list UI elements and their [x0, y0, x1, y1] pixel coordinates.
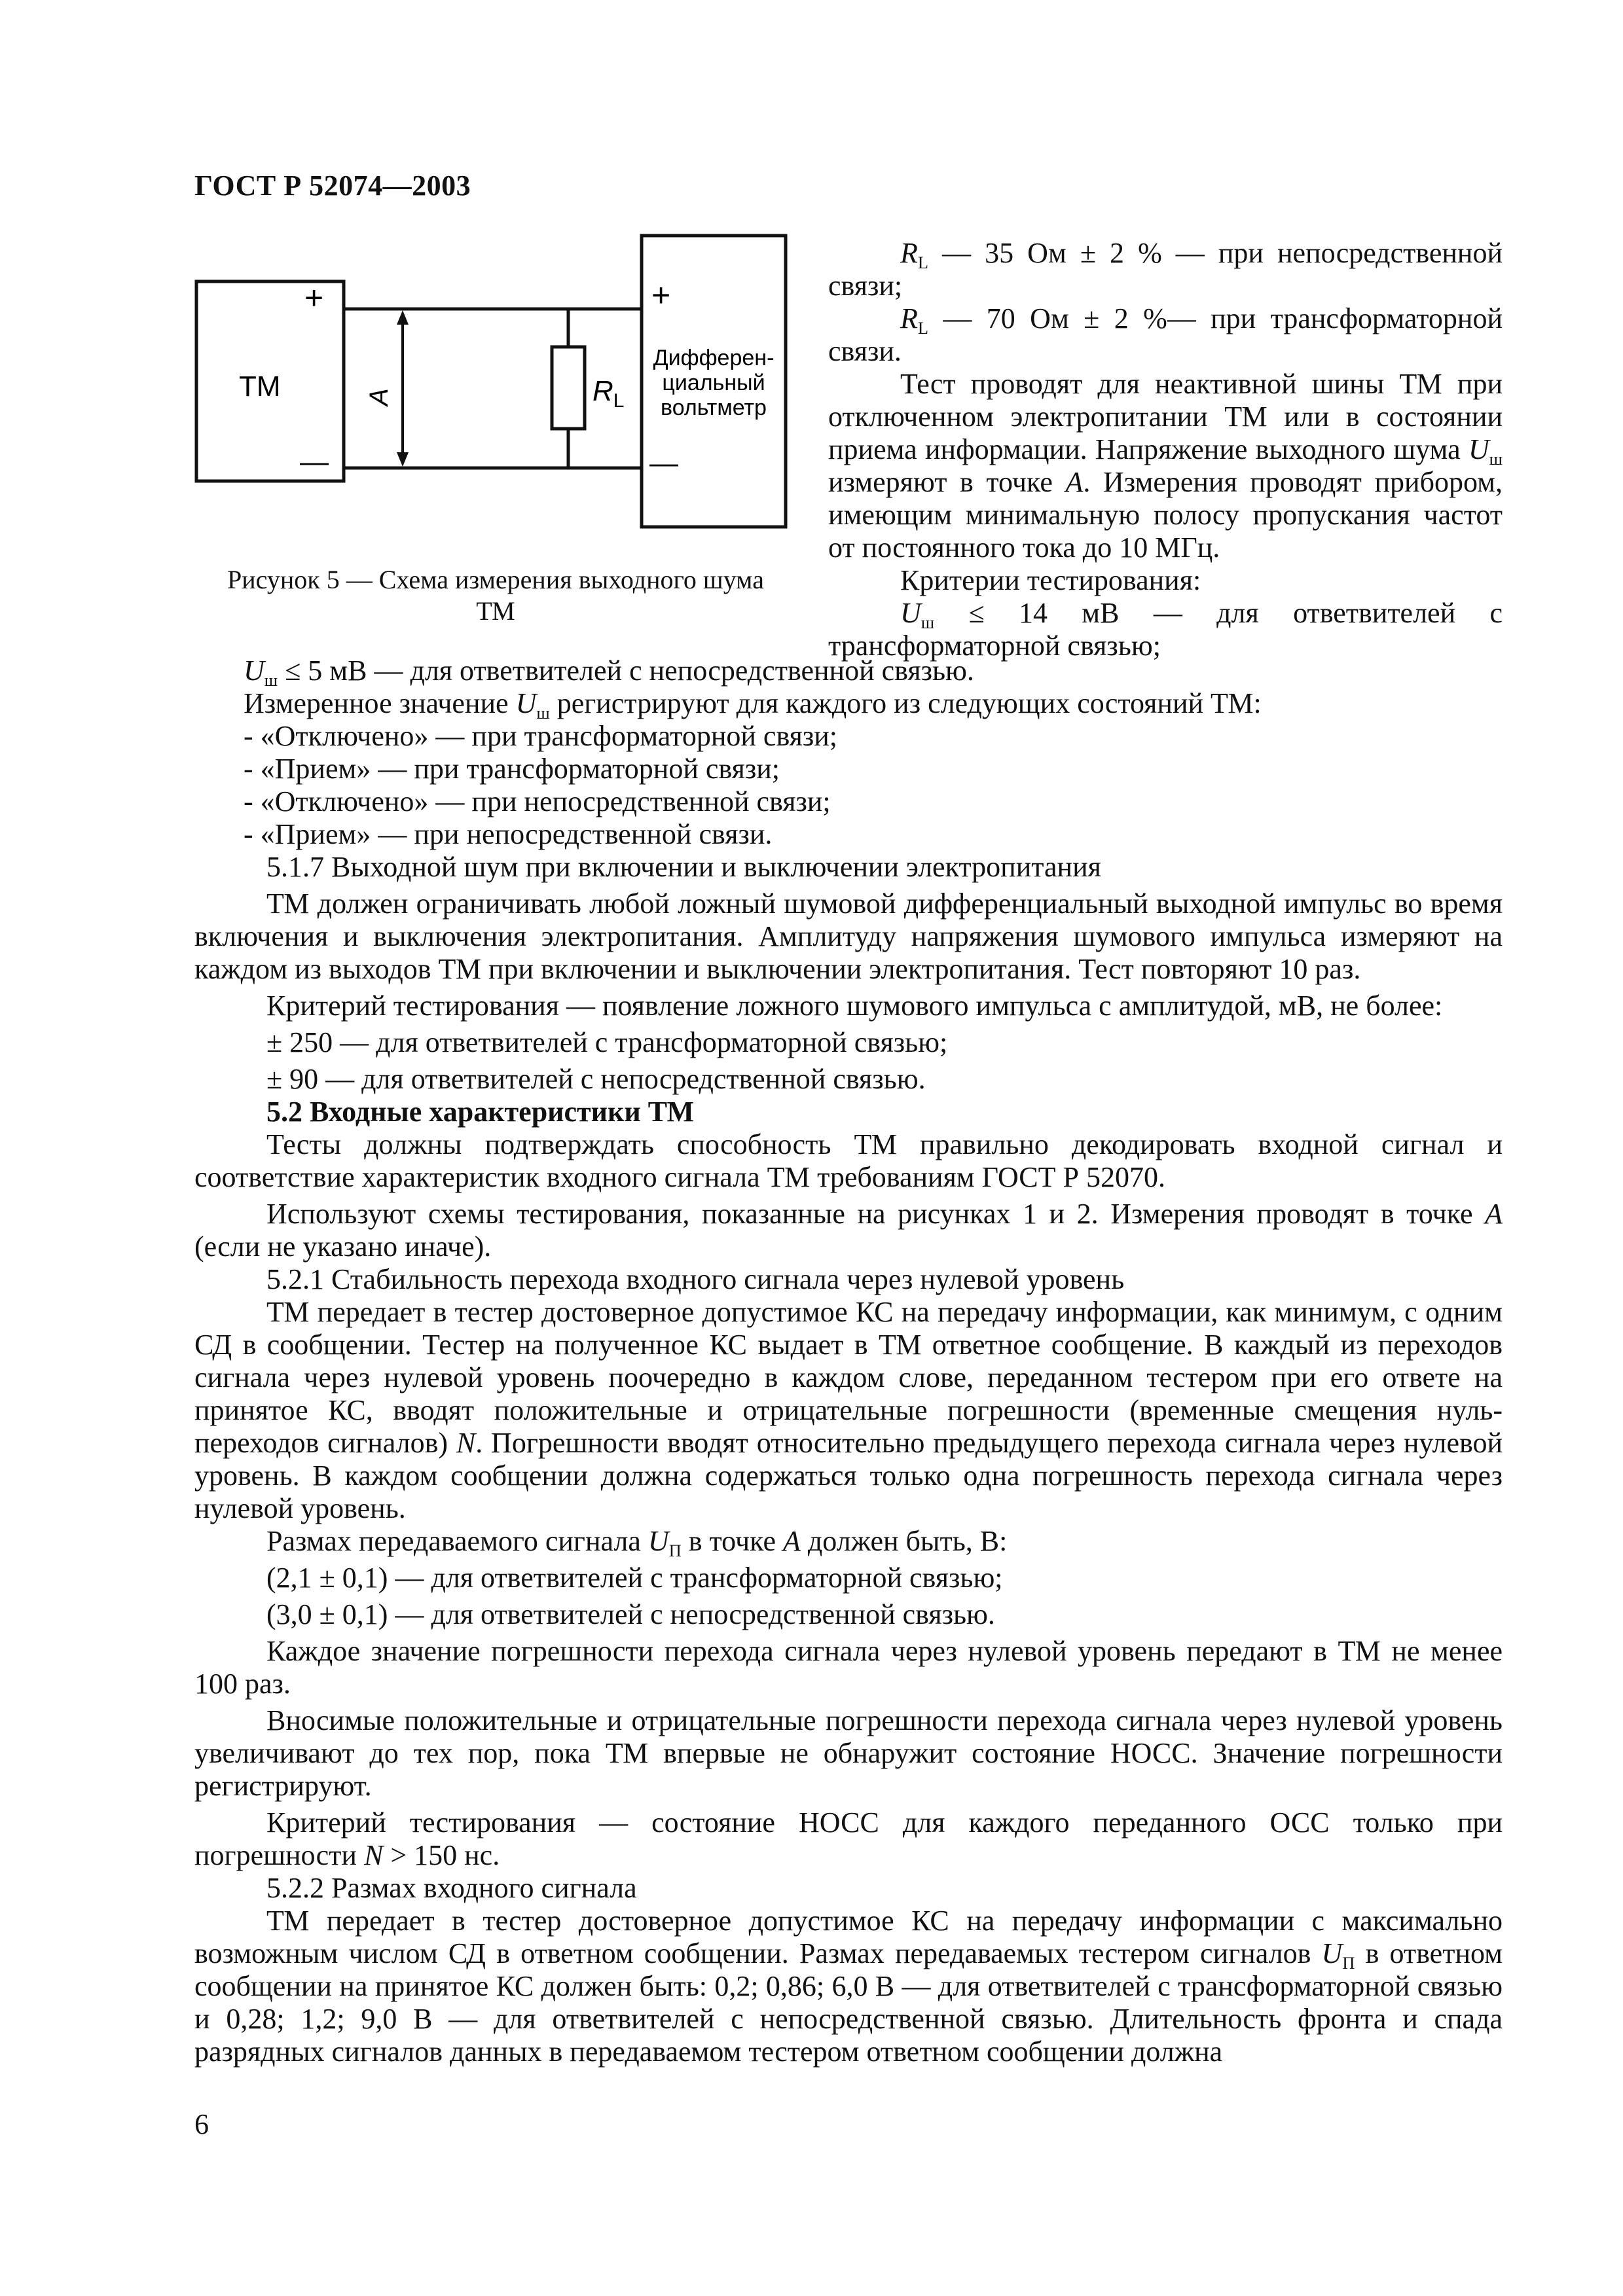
- rl-70-line: $R_L$ — 70 Ом ± 2 %— при трансформаторной связи.: [828, 302, 1503, 367]
- value-transformer: (2,1 ± 0,1) — для ответвителей с трансформаторной связью;: [266, 1562, 1003, 1594]
- list-item: - «Прием» — при непосредственной связи.: [244, 818, 773, 850]
- document-header: ГОСТ Р 52074—2003: [194, 170, 471, 202]
- list-item: - «Отключено» — при трансформаторной связи;: [244, 720, 838, 752]
- voltmeter-label-2: циальный: [662, 370, 765, 395]
- page-number: 6: [194, 2108, 209, 2140]
- list-item: - «Прием» — при трансформаторной связи;: [244, 753, 780, 785]
- criterion-direct: $U_ш \le 5$ мВ — для ответвителей с непосредственной связью.: [244, 655, 974, 691]
- paragraph-signal-swing: Размах передаваемого сигнала $U_П$ в точке A должен быть, В:: [266, 1525, 1008, 1561]
- section-5-2-title: 5.2 Входные характеристики ТМ: [266, 1096, 695, 1128]
- figure-5-circuit-diagram: [190, 229, 805, 569]
- criterion-value-transformer: ± 250 — для ответвителей с трансформаторной связью;: [266, 1026, 948, 1058]
- list-item: - «Отключено» — при непосредственной связи;: [244, 785, 831, 817]
- figure-caption: Рисунок 5 — Схема измерения выходного шума ТМ: [227, 565, 764, 626]
- paragraph-5-1-7: ТМ должен ограничивать любой ложный шумовой дифференциальный выходной импульс во время включения и выключения электропитания. Амплитуду напряжения шумового импульса измеряют на каждом из выходов ТМ при включении и выключении электропитания. Тест повторяют 10 раз.: [194, 888, 1503, 985]
- right-column-text: [828, 237, 1503, 662]
- tm-plus: +: [304, 279, 324, 316]
- criteria-heading: Критерии тестирования:: [900, 564, 1201, 596]
- criterion-5-1-7: Критерий тестирования — появление ложного шумового импульса с амплитудой, мВ, не более:: [266, 990, 1443, 1022]
- test-conditions-paragraph: Тест проводят для неактивной шины ТМ при отключенном электропитании ТМ или в состоянии приема информации. Напряжение выходного шума $U_ш$ измеряют в точке A. Измерения проводят прибором, имеющим минимальную полосу пропускания частот от постоянного тока до 10 МГц.: [828, 368, 1503, 564]
- paragraph-5-2-2: ТМ передает в тестер достоверное допустимое КС на передачу информации с максимально возможным числом СД в ответном сообщении. Размах передаваемых тестером сигналов $U_П$ в ответном сообщении на принятое КС должен быть: 0,2; 0,86; 6,0 В — для ответвителей с трансформаторной связью и 0,28; 1,2; 9,0 В — для ответвителей с непосредственной связью. Длительность фронта и спада разрядных сигналов данных в передаваемом тестером ответном сообщении должна: [194, 1905, 1503, 2068]
- value-direct: (3,0 ± 0,1) — для ответвителей с непосредственной связью.: [266, 1598, 995, 1630]
- tm-label: ТМ: [239, 370, 281, 403]
- paragraph-increase-errors: Вносимые положительные и отрицательные погрешности перехода сигнала через нулевой уровень увеличивают до тех пор, пока ТМ впервые не обнаружит состояние НОСС. Значение погрешности регистрируют.: [194, 1704, 1503, 1802]
- paragraph-5-2: Тесты должны подтверждать способность ТМ правильно декодировать входной сигнал и соответствие характеристик входного сигнала ТМ требованиям ГОСТ Р 52070.: [194, 1128, 1503, 1193]
- voltmeter-label-1: Дифферен-: [653, 346, 775, 370]
- paragraph-5-2-1: ТМ передает в тестер достоверное допустимое КС на передачу информации, как минимум, с одним СД в сообщении. Тестер на полученное КС выдает в ТМ ответное сообщение. В каждый из переходов сигнала через нулевой уровень поочередно в каждом слове, переданном тестером при его ответе на принятое КС, вводят положительные и отрицательные погрешности (временные смещения нуль-переходов сигналов) N. Погрешности вводят относительно предыдущего перехода сигнала через нулевой уровень. В каждом сообщении должна содержаться только одна погрешность перехода сигнала через нулевой уровень.: [194, 1296, 1503, 1524]
- voltmeter-plus: +: [651, 277, 671, 314]
- criterion-value-direct: ± 90 — для ответвителей с непосредственной связью.: [266, 1063, 926, 1095]
- criterion-5-2-1: Критерий тестирования — состояние НОСС для каждого переданного ОСС только при погрешности N > 150 нс.: [194, 1806, 1503, 1871]
- rl-label: $R_L$: [593, 375, 625, 412]
- rl-35-line: $R_L$ — 35 Ом ± 2 % — при непосредственной связи;: [828, 237, 1503, 302]
- main-body-text: [194, 655, 1503, 2068]
- label-a: A: [365, 388, 393, 406]
- paragraph-5-2-schemes: Используют схемы тестирования, показанные на рисунках 1 и 2. Измерения проводят в точке A (если не указано иначе).: [194, 1198, 1503, 1263]
- section-5-2-1-title: 5.2.1 Стабильность перехода входного сигнала через нулевой уровень: [266, 1263, 1125, 1295]
- criterion-transformer: $U_ш \le 14$ мВ — для ответвителей с трансформаторной связью;: [828, 597, 1503, 662]
- measured-value-line: Измеренное значение $U_ш$ регистрируют для каждого из следующих состояний ТМ:: [244, 687, 1262, 723]
- voltmeter-label-3: вольтметр: [661, 395, 767, 420]
- paragraph-100-times: Каждое значение погрешности перехода сигнала через нулевой уровень передают в ТМ не менее 100 раз.: [194, 1635, 1503, 1700]
- voltmeter-minus: —: [649, 447, 678, 479]
- tm-minus: —: [300, 446, 329, 478]
- resistor-rl: [552, 347, 585, 429]
- section-5-1-7-title: 5.1.7 Выходной шум при включении и выключении электропитания: [266, 851, 1101, 883]
- section-5-2-2-title: 5.2.2 Размах входного сигнала: [266, 1872, 637, 1904]
